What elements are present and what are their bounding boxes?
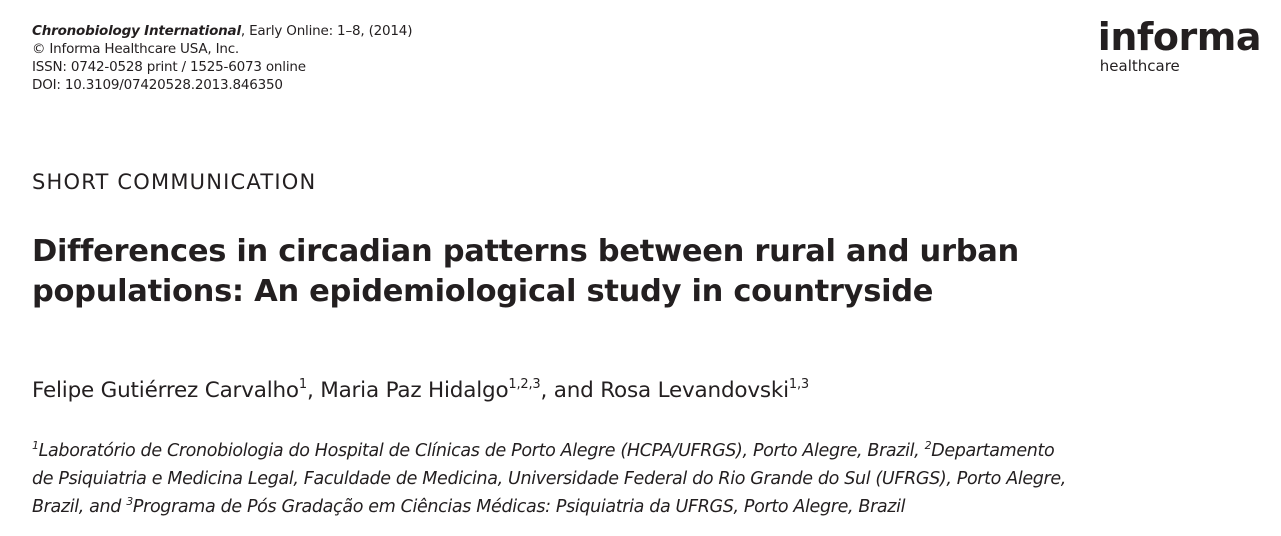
article-type-label: SHORT COMMUNICATION xyxy=(32,170,317,194)
author-name: Felipe Gutiérrez Carvalho xyxy=(32,378,299,403)
author-separator: , xyxy=(306,378,321,403)
affiliation-line-3 xyxy=(32,493,1262,521)
affiliation-line-2: de Psiquiatria e Medicina Legal, Faculdade de Medicina, Universidade Federal do Rio Grande do Sul (UFRGS), Porto Alegre, xyxy=(32,469,1067,489)
article-metadata xyxy=(32,22,412,94)
journal-citation-line xyxy=(32,22,412,40)
author-affiliation-marker: 1,2,3 xyxy=(508,377,541,392)
issn-line: ISSN: 0742-0528 print / 1525-6073 online xyxy=(32,59,306,75)
affiliation-text: Departamento xyxy=(931,441,1055,461)
issue-info: , Early Online: 1–8, (2014) xyxy=(240,23,413,39)
author-affiliation-marker: 1 xyxy=(298,377,307,392)
author-list xyxy=(32,378,809,403)
author-name: Maria Paz Hidalgo xyxy=(320,378,509,403)
author-name: Rosa Levandovski xyxy=(600,378,789,403)
affiliation-text: Laboratório de Cronobiologia do Hospital de Clínicas de Porto Alegre (HCPA/UFRGS), Porto Alegre, Brazil, xyxy=(38,441,925,461)
publisher-logo-subtitle: healthcare xyxy=(1099,57,1180,75)
publisher-logo xyxy=(1098,16,1261,74)
affiliation-marker: 3 xyxy=(126,495,133,508)
affiliation-text: Brazil, and xyxy=(32,497,127,517)
article-title-line-1: Differences in circadian patterns between rural and urban xyxy=(32,234,1019,269)
copyright-line: © Informa Healthcare USA, Inc. xyxy=(32,41,240,57)
author-affiliation-marker: 1,3 xyxy=(788,377,809,392)
affiliation-marker: 2 xyxy=(924,439,932,452)
publisher-logo-wordmark: informa xyxy=(1097,15,1261,59)
affiliation-marker: 1 xyxy=(32,439,39,452)
affiliation-line-1 xyxy=(32,437,1262,465)
article-title-line-2: populations: An epidemiological study in countryside xyxy=(32,274,934,309)
doi-line: DOI: 10.3109/07420528.2013.846350 xyxy=(32,77,283,93)
journal-name: Chronobiology International xyxy=(32,23,241,39)
affiliations xyxy=(32,437,1262,521)
author-separator: , and xyxy=(540,378,601,403)
affiliation-text: Programa de Pós Gradação em Ciências Médicas: Psiquiatria da UFRGS, Porto Alegre, Brazil xyxy=(132,497,906,517)
article-title xyxy=(32,232,1232,312)
